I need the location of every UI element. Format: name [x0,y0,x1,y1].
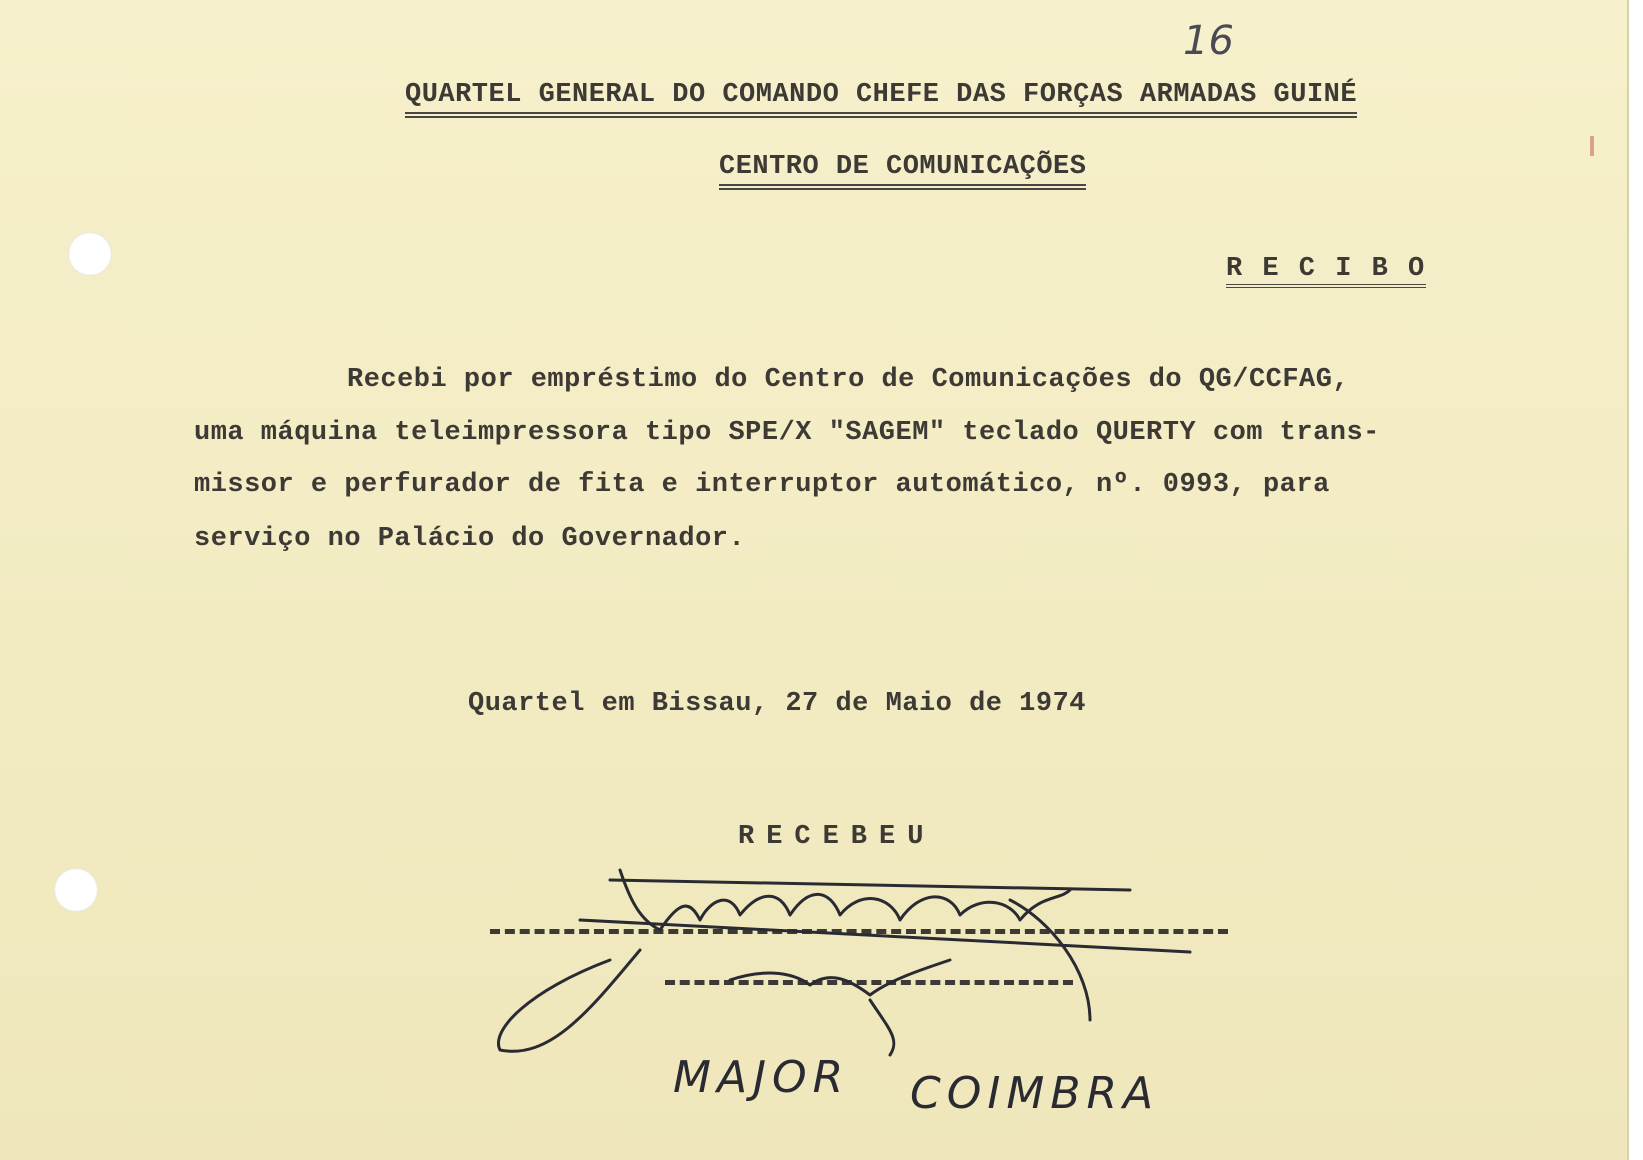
page-edge [1627,0,1643,1160]
place-date: Quartel em Bissau, 27 de Maio de 1974 [468,689,1086,719]
body-line-3: missor e perfurador de fita e interruptor automático, nº. 0993, para [194,470,1330,500]
document-type: R E C I B O [1226,254,1426,288]
received-label: RECEBEU [738,822,936,852]
body-line-1: Recebi por empréstimo do Centro de Comunicações do QG/CCFAG, [347,365,1350,395]
body-line-2: uma máquina teleimpressora tipo SPE/X "SAGEM" teclado QUERTY com trans- [194,418,1380,448]
signatory-rank: MAJOR [673,1052,850,1103]
headquarters-title: QUARTEL GENERAL DO COMANDO CHEFE DAS FORÇAS ARMADAS GUINÉ [405,80,1357,118]
ink-stain [1590,136,1594,156]
punch-hole-top [68,232,112,276]
page-number: 16 [1183,18,1234,64]
signatory-surname: COIMBRA [910,1068,1160,1119]
communications-center-title: CENTRO DE COMUNICAÇÕES [719,152,1086,190]
body-line-4: serviço no Palácio do Governador. [194,524,746,554]
punch-hole-bottom [54,868,98,912]
signature-scrawl [490,860,1250,1060]
